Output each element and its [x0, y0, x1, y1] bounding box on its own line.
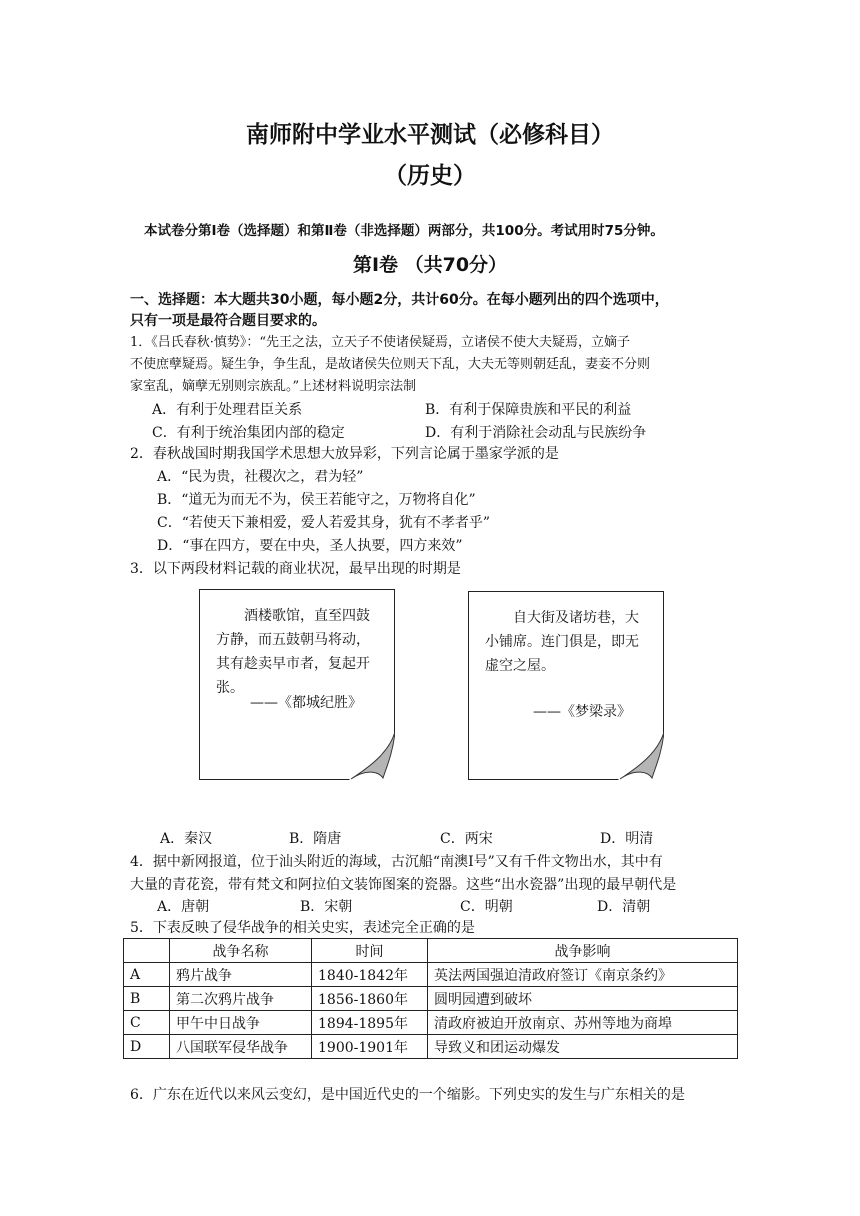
table-header-row [124, 939, 738, 963]
q3-option-d[interactable]: D．明清 [600, 831, 654, 847]
page-curl-icon [618, 732, 664, 780]
section-heading-cont: 只有一项是最符合题目要求的。 [130, 313, 326, 329]
q4-option-a[interactable]: A．唐朝 [157, 899, 210, 915]
table-cell: 甲午中日战争 [170, 1011, 312, 1035]
q3-stem: 3．以下两段材料记载的商业状况，最早出现的时期是 [130, 561, 461, 577]
q3-option-c[interactable]: C．两宋 [440, 831, 493, 847]
q4-stem-line1: 4．据中新网报道，位于汕头附近的海域，古沉船“南澳Ⅰ号”又有千件文物出水，其中有 [130, 854, 663, 870]
table-cell: 鸦片战争 [170, 963, 312, 987]
source-card-citation: ——《梦梁录》 [533, 704, 631, 720]
q3-option-b[interactable]: B．隋唐 [289, 831, 342, 847]
table-cell: 1840-1842年 [312, 963, 428, 987]
source-card-text: 自大街及诸坊巷，大小铺席。连门俱是，即无虚空之屋。 [485, 610, 639, 674]
table-row [124, 987, 738, 1011]
q2-option-d[interactable]: D．“事在四方，要在中央，圣人执要，四方来效” [157, 538, 463, 554]
source-card-citation: ——《都城纪胜》 [250, 695, 362, 711]
war-facts-table [123, 938, 738, 1059]
q2-option-c[interactable]: C．“若使天下兼相爱，爱人若爱其身，犹有不孝者乎” [157, 515, 491, 531]
table-cell: 清政府被迫开放南京、苏州等地为商埠 [428, 1011, 738, 1035]
q4-option-b[interactable]: B．宋朝 [300, 899, 353, 915]
table-cell: 1894-1895年 [312, 1011, 428, 1035]
table-header-cell: 时间 [312, 939, 428, 963]
table-cell: C [124, 1011, 170, 1035]
table-cell: 1856-1860年 [312, 987, 428, 1011]
table-cell: 导致义和团运动爆发 [428, 1035, 738, 1059]
page-title: 南师附中学业水平测试（必修科目） [246, 122, 614, 148]
table-cell: 英法两国强迫清政府签订《南京条约》 [428, 963, 738, 987]
q1-stem-line2: 不使庶孽疑焉。疑生争，争生乱，是故诸侯失位则天下乱，大夫无等则朝廷乱，妻妾不分则 [130, 357, 651, 372]
page-curl-icon [349, 732, 395, 780]
exam-instructions: 本试卷分第Ⅰ卷（选择题）和第Ⅱ卷（非选择题）两部分，共100分。考试用时75分钟。 [144, 223, 664, 239]
table-header-cell: 战争名称 [170, 939, 312, 963]
source-card-ducheng [199, 589, 395, 780]
table-row [124, 1035, 738, 1059]
q6-stem: 6．广东在近代以来风云变幻，是中国近代史的一个缩影。下列史实的发生与广东相关的是 [130, 1087, 685, 1103]
part-title: 第Ⅰ卷 （共70分） [352, 254, 508, 276]
q1-option-c[interactable]: C．有利于统治集团内部的稳定 [152, 425, 345, 441]
q4-option-c[interactable]: C．明朝 [460, 899, 513, 915]
source-card-mengliang [468, 591, 664, 780]
table-cell: D [124, 1035, 170, 1059]
table-row [124, 963, 738, 987]
q2-option-b[interactable]: B．“道无为而无不为，侯王若能守之，万物将自化” [157, 492, 476, 508]
page-subtitle: （历史） [384, 163, 476, 189]
source-card-text: 酒楼歌馆，直至四鼓方静，而五鼓朝马将动，其有趁卖早市者，复起开张。 [216, 608, 370, 696]
q1-stem-line3: 家室乱，嫡孽无别则宗族乱。”上述材料说明宗法制 [130, 379, 417, 394]
q2-option-a[interactable]: A．“民为贵，社稷次之，君为轻” [157, 469, 364, 485]
table-cell: 1900-1901年 [312, 1035, 428, 1059]
q1-option-a[interactable]: A．有利于处理君臣关系 [152, 402, 303, 418]
q3-option-a[interactable]: A．秦汉 [160, 831, 213, 847]
table-row [124, 1011, 738, 1035]
table-cell: 圆明园遭到破坏 [428, 987, 738, 1011]
section-heading: 一、选择题：本大题共30小题，每小题2分，共计60分。在每小题列出的四个选项中， [130, 292, 669, 308]
table-header-cell: 战争影响 [428, 939, 738, 963]
q2-stem: 2．春秋战国时期我国学术思想大放异彩，下列言论属于墨家学派的是 [130, 446, 559, 462]
table-header-cell [124, 939, 170, 963]
table-cell: 第二次鸦片战争 [170, 987, 312, 1011]
table-cell: 八国联军侵华战争 [170, 1035, 312, 1059]
q1-stem-line1: 1．《吕氏春秋·慎势》：“先王之法，立天子不使诸侯疑焉，立诸侯不使大夫疑焉，立嫡子 [130, 335, 631, 350]
q4-stem-line2: 大量的青花瓷，带有梵文和阿拉伯文装饰图案的瓷器。这些“出水瓷器”出现的最早朝代是 [130, 877, 677, 893]
table-cell: B [124, 987, 170, 1011]
q1-option-d[interactable]: D．有利于消除社会动乱与民族纷争 [425, 425, 647, 441]
table-cell: A [124, 963, 170, 987]
q4-option-d[interactable]: D．清朝 [597, 899, 651, 915]
q5-stem: 5．下表反映了侵华战争的相关史实，表述完全正确的是 [130, 920, 475, 936]
q1-option-b[interactable]: B．有利于保障贵族和平民的利益 [425, 402, 632, 418]
